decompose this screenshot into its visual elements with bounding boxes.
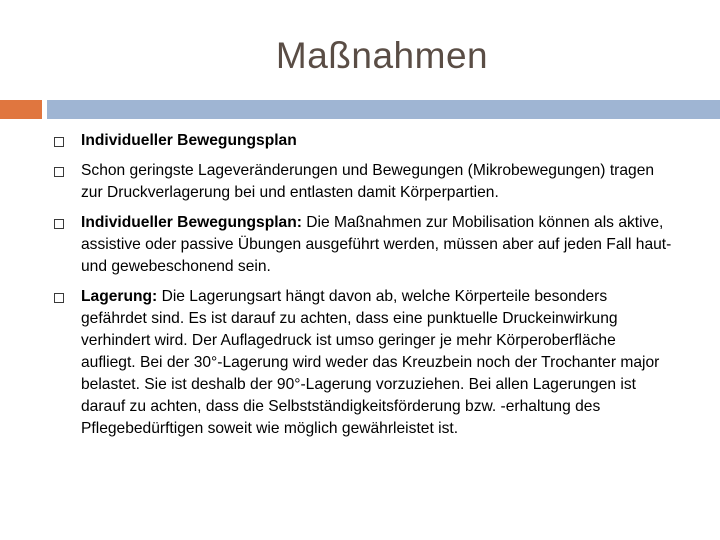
- checkbox-icon: [54, 293, 64, 303]
- bullet-list: [54, 130, 674, 448]
- checkbox-icon: [54, 137, 64, 147]
- list-item: [54, 286, 674, 440]
- list-item: [54, 212, 674, 278]
- accent-bar: [0, 100, 42, 119]
- page-title: Maßnahmen: [275, 34, 489, 76]
- bullet-text: Die Lagerungsart hängt davon ab, welche Körperteile besonders gefährdet sind. Es ist darauf zu achten, dass eine punktuelle Druckeinwirkung verhindert wird. Der Auflagedruck ist umso geringer je mehr Körperoberfläche aufliegt. Bei der 30°-Lagerung wird weder das Kreuzbein noch der Trochanter major belastet. Sie ist deshalb der 90°-Lagerung vorzuziehen. Bei allen Lagerungen ist darauf zu achten, dass die Selbstständigkeitsförderung bzw. -erhaltung des Pflegebedürftigen soweit wie möglich gewährleistet ist.: [81, 288, 660, 437]
- list-item: [54, 130, 674, 152]
- bullet-lead: Individueller Bewegungsplan: [81, 132, 297, 149]
- list-item: [54, 160, 674, 204]
- bullet-lead: Lagerung:: [81, 288, 158, 305]
- bullet-text: Die Maßnahmen zur Mobilisation können als aktive, assistive oder passive Übungen ausgeführt werden, müssen aber auf jeden Fall haut- und gewebeschonend sein.: [81, 214, 672, 275]
- bullet-text: Schon geringste Lageveränderungen und Bewegungen (Mikrobewegungen) tragen zur Druckverlagerung bei und entlasten damit Körperpartien.: [81, 162, 655, 201]
- title-divider-bar: [47, 100, 720, 119]
- checkbox-icon: [54, 219, 64, 229]
- checkbox-icon: [54, 167, 64, 177]
- bullet-lead: Individueller Bewegungsplan:: [81, 214, 302, 231]
